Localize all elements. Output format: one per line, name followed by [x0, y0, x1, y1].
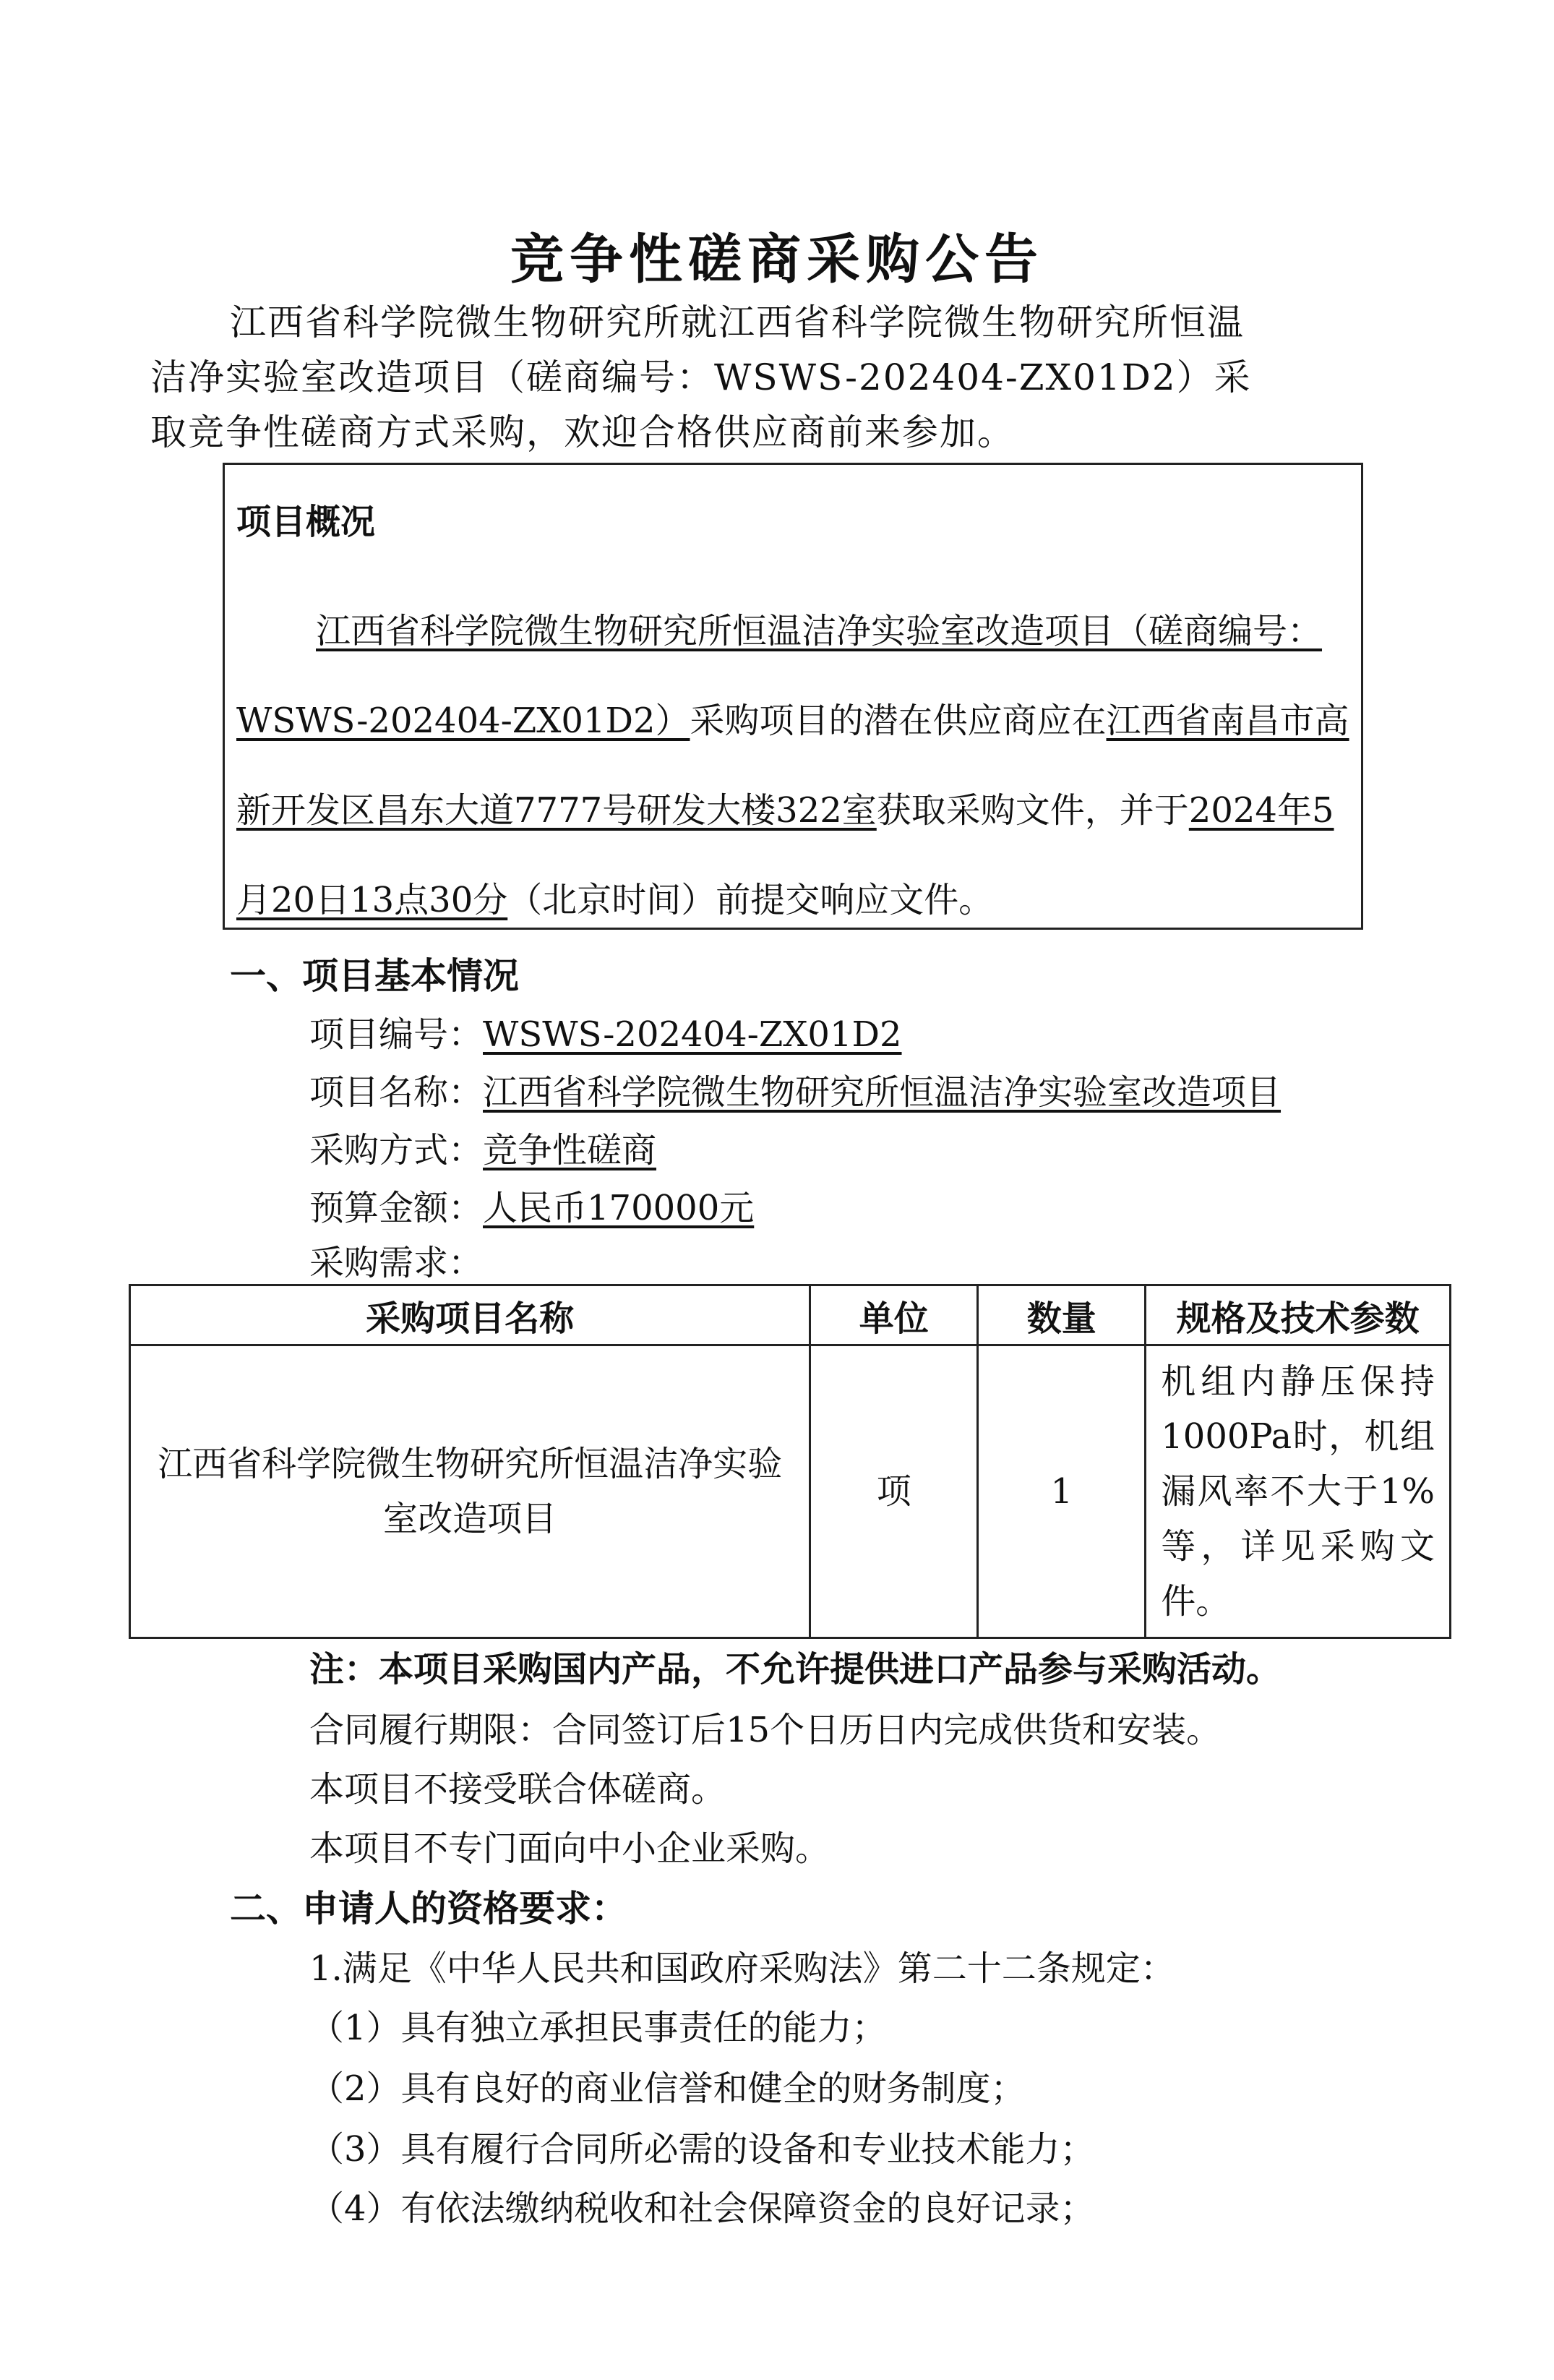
budget-value: 人民币170000元 [483, 1188, 755, 1228]
overview-address: 江西省南昌市高新开发区昌东大道7777号研发大楼322室 [236, 701, 1349, 831]
qualification-sub-4: （4）有依法缴纳税收和社会保障资金的良好记录； [309, 2188, 1095, 2229]
method-label: 采购方式： [309, 1130, 484, 1170]
budget-row [309, 1180, 754, 1230]
needs-label: 采购需求： [309, 1243, 484, 1283]
project-no-label: 项目编号： [309, 1014, 484, 1055]
overview-text-4: 获取采购文件，并于 [876, 790, 1189, 831]
overview-text [236, 586, 1349, 945]
project-name-value: 江西省科学院微生物研究所恒温洁净实验室改造项目 [483, 1072, 1282, 1113]
method-value: 竞争性磋商 [483, 1130, 657, 1170]
table-cell-qty: 1 [978, 1345, 1146, 1638]
project-name-row [309, 1064, 1281, 1114]
intro-paragraph: 江西省科学院微生物研究所就江西省科学院微生物研究所恒温洁净实验室改造项目（磋商编号：WSWS-202404-ZX01D2）采取竞争性磋商方式采购，欢迎合格供应商前来参加。 [150, 301, 1252, 453]
qualification-item-1: 1.满足《中华人民共和国政府采购法》第二十二条规定： [309, 1948, 1175, 1989]
section2-heading: 二、申请人的资格要求： [230, 1887, 627, 1930]
note-period: 合同履行期限：合同签订后15个日历日内完成供货和安装。 [309, 1710, 1222, 1750]
table-row [130, 1345, 1451, 1638]
table-header: 数量 [978, 1285, 1146, 1345]
note-import: 注：本项目采购国内产品，不允许提供进口产品参与采购活动。 [309, 1649, 1282, 1690]
table-header: 采购项目名称 [130, 1285, 810, 1345]
page-title: 竞争性磋商采购公告 [510, 228, 1044, 291]
qualification-sub-1: （1）具有独立承担民事责任的能力； [309, 2008, 887, 2048]
overview-text-6: （北京时间）前提交响应文件。 [507, 880, 994, 920]
project-no-value: WSWS-202404-ZX01D2 [483, 1014, 902, 1055]
table-cell-name: 江西省科学院微生物研究所恒温洁净实验室改造项目 [130, 1345, 810, 1638]
overview-text-2: 采购项目的潜在供应商应在 [690, 701, 1107, 741]
table-header: 单位 [810, 1285, 978, 1345]
qualification-sub-3: （3）具有履行合同所必需的设备和专业技术能力； [309, 2129, 1095, 2170]
overview-project: 江西省科学院微生物研究所恒温洁净实验室改造项目（磋商编号：WSWS-202404-ZX01D2） [236, 611, 1323, 741]
project-name-label: 项目名称： [309, 1072, 484, 1113]
qualification-sub-2: （2）具有良好的商业信誉和健全的财务制度； [309, 2068, 1026, 2109]
requirements-table [129, 1284, 1451, 1639]
table-cell-spec: 机组内静压保持1000Pa时，机组漏风率不大于1%等，详见采购文件。 [1146, 1345, 1451, 1638]
note-consortium: 本项目不接受联合体磋商。 [309, 1769, 726, 1810]
budget-label: 预算金额： [309, 1188, 484, 1228]
section1-heading: 一、项目基本情况 [230, 954, 519, 997]
overview-heading: 项目概况 [236, 502, 376, 542]
table-header: 规格及技术参数 [1146, 1285, 1451, 1345]
note-sme: 本项目不专门面向中小企业采购。 [309, 1828, 830, 1869]
project-no-row [309, 1006, 902, 1056]
table-header-row [130, 1285, 1451, 1345]
overview-box [223, 463, 1363, 930]
overview-deadline: 2024年5月20日13点30分 [236, 790, 1334, 920]
method-row [309, 1122, 656, 1172]
table-cell-unit: 项 [810, 1345, 978, 1638]
